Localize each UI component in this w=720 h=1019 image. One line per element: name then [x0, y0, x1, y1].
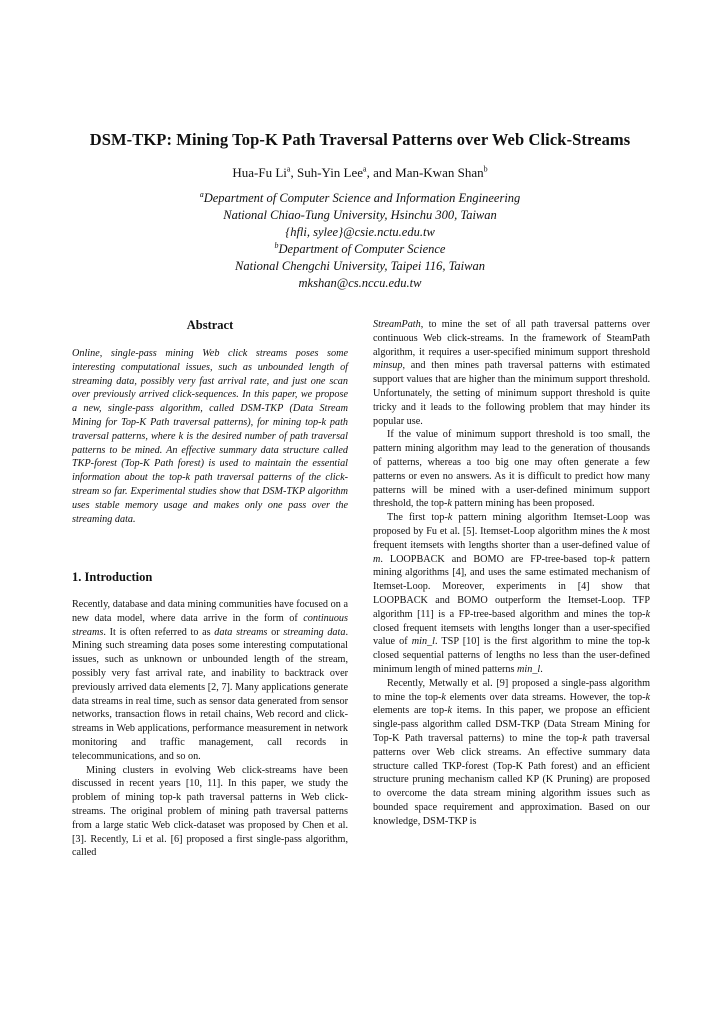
text-italic: continuous streams [72, 612, 348, 638]
text-italic: k [645, 608, 650, 620]
right-paragraph-2 [373, 428, 650, 511]
author-2-sup: a [363, 164, 367, 174]
text: pattern mining algorithm Itemset-Loop was proposed by Fu et al. [5]. Itemset-Loop algorithm mines the [373, 512, 650, 537]
affiliation-a-email: {hfli, sylee}@csie.nctu.edu.tw [285, 225, 435, 239]
text: path traversal patterns over Web click streams. An effective summary data structure called TKP-forest (Top-K Path forest) and an efficient structure pruning mechanism called KP (K Pruning) are proposed to overcome the data stream mining algorithm issues such as bounded space requirement and approximation. Based on our knowledge, DSM-TKP is [373, 732, 651, 827]
text-italic: m [373, 553, 381, 565]
text: . TSP [10] is the first algorithm to mine the top-k closed sequential patterns of lengths no less than the user-defined minimum length of mined patterns [373, 636, 650, 675]
text-italic: min_l [517, 663, 541, 675]
author-sep: , [290, 165, 297, 180]
affiliation-a-dept [0, 190, 720, 207]
text: Recently, database and data mining communities have focused on a new data model, where data arrive in the form of [72, 599, 348, 624]
text: elements are top- [373, 705, 448, 717]
affiliation-a-sup: a [199, 189, 204, 199]
text-italic: k [447, 512, 453, 524]
text: . LOOPBACK and BOMO are FP-tree-based top- [380, 553, 611, 565]
right-column [373, 318, 650, 828]
text-italic: k [610, 553, 615, 565]
text-italic: k [622, 525, 628, 537]
text: closed frequent itemsets with lengths longer than a user-specified value of [373, 622, 650, 648]
text-italic: data streams [214, 626, 268, 638]
author-3-sup: b [483, 164, 488, 174]
text: Recently, Metwally et al. [9] proposed a single-pass algorithm to mine the top- [373, 677, 650, 703]
author-sep: , and [366, 165, 396, 180]
text: items. In this paper, we propose an efficient single-pass algorithm called DSM-TKP (Data Stream Mining for Top-K Path traversal patterns) to mine the top- [373, 705, 650, 744]
text: pattern mining has been proposed. [451, 498, 595, 510]
text: If the value of minimum support threshold is too small, the pattern mining algorithm may lead to the generation of thousands of patterns, whereas a too big one may often generate a few patterns or even no answers. As it is difficult to predict how many patterns will be mined with a user-defined minimum support threshold, the top- [373, 429, 650, 510]
introduction-body [72, 598, 348, 860]
text-italic: min_l [411, 636, 435, 648]
affiliation-b-sup: b [274, 240, 279, 250]
intro-paragraph-1 [72, 598, 348, 764]
text: , to mine the set of all path traversal patterns over continuous Web click-streams. In the framework of SteamPath algorithm, it requires a user-specified minimum support threshold [373, 319, 650, 358]
affiliation-b-dept [0, 241, 720, 258]
paper-title: DSM-TKP: Mining Top-K Path Traversal Patterns over Web Click-Streams [89, 130, 631, 149]
text-italic: minsup [373, 360, 403, 372]
affiliation-a-univ: National Chiao-Tung University, Hsinchu 300, Taiwan [223, 208, 497, 222]
text: pattern mining algorithms [4], and uses the same estimated mechanism of Itemset-Loop. Moreover, experiments in [4] show that LOOPBACK and BOMO outperform the Itemset-Loop. TFP algorithm [11] is a FP-tree-based algorithm and mines the top- [373, 553, 651, 620]
introduction-heading: 1. Introduction [72, 570, 153, 584]
right-paragraph-1 [373, 318, 650, 428]
affiliation-a-dept-text: Department of Computer Science and Information Engineering [203, 191, 521, 205]
text: most frequent itemsets with lengths shorter than a user-defined value of [373, 525, 650, 551]
affiliations [0, 190, 720, 292]
text-italic: streaming data [283, 626, 346, 638]
abstract-heading: Abstract [186, 318, 234, 332]
affiliation-b-univ: National Chengchi University, Taipei 116, Taiwan [235, 259, 485, 273]
text: elements over data streams. However, the top- [445, 691, 646, 703]
text-italic: k [447, 705, 453, 717]
text: . It is often referred to as [103, 626, 215, 638]
author-1-sup: a [286, 164, 291, 174]
text-italic: k [441, 691, 446, 703]
intro-paragraph-2: Mining clusters in evolving Web click-streams have been discussed in recent years [10, 11]. In this paper, we study the problem of mining top-k path traversal patterns in Web click-streams. The original problem of mining path traversal patterns from a large static Web click-dataset was proposed by Chen et al. [3]. Recently, Li et al. [6] proposed a first single-pass algorithm, called [72, 764, 348, 859]
text: , and then mines path traversal patterns with estimated support values that are higher than the minimum support threshold. Unfortunately, the setting of minimum support threshold is quite tricky and it leads to the following problem that may hinder its popular use. [373, 360, 650, 427]
affiliation-b-email: mkshan@cs.nccu.edu.tw [298, 276, 422, 290]
affiliation-b-dept-text: Department of Computer Science [278, 242, 446, 256]
right-paragraph-4 [373, 677, 650, 829]
author-line [0, 165, 720, 181]
abstract-text: Online, single-pass mining Web click streams poses some interesting computational issues, such as unbounded length of streaming data, possibly very fast arrival rate, and just one scan over previously arrived click-sequences. In this paper, we propose a new, single-pass algorithm, called DSM-TKP (Data Stream Mining for Top-K Path traversal patterns), for mining top-k path traversal patterns, where k is the desired number of path traversal patterns to be mined. An effective summary data structure called TKP-forest (Top-K Path forest) is used to maintain the essential information about the top-k path traversal patterns of the click-stream so far. Experimental studies show that DSM-TKP algorithm uses stable memory usage and makes only one pass over the streaming data. [72, 348, 348, 525]
text-italic: k [645, 691, 650, 703]
text-italic: k [582, 732, 587, 744]
text: . [540, 663, 543, 675]
text-italic: k [447, 498, 452, 510]
right-paragraph-3 [373, 511, 650, 677]
author-1: Hua-Fu Li [232, 165, 287, 180]
text: The first top- [387, 512, 448, 524]
text: or [267, 626, 284, 638]
author-2: Suh-Yin Lee [296, 165, 364, 180]
text-italic: StreamPath [373, 319, 421, 330]
text: . Mining such streaming data poses some interesting computational issues, such as unknown or unbounded length of the stream, possibly very fast arrival rate, and inability to backtrack over previously arrived data elements [2, 7]. Many applications generate data streams in real time, such as sensor data generated from sensor networks, transaction flows in retail chains, Web record and click-streams in Web applications, performance measurement in network monitoring and traffic management, call records in telecommunications, and so on. [72, 626, 348, 762]
author-3: Man-Kwan Shan [395, 165, 484, 180]
